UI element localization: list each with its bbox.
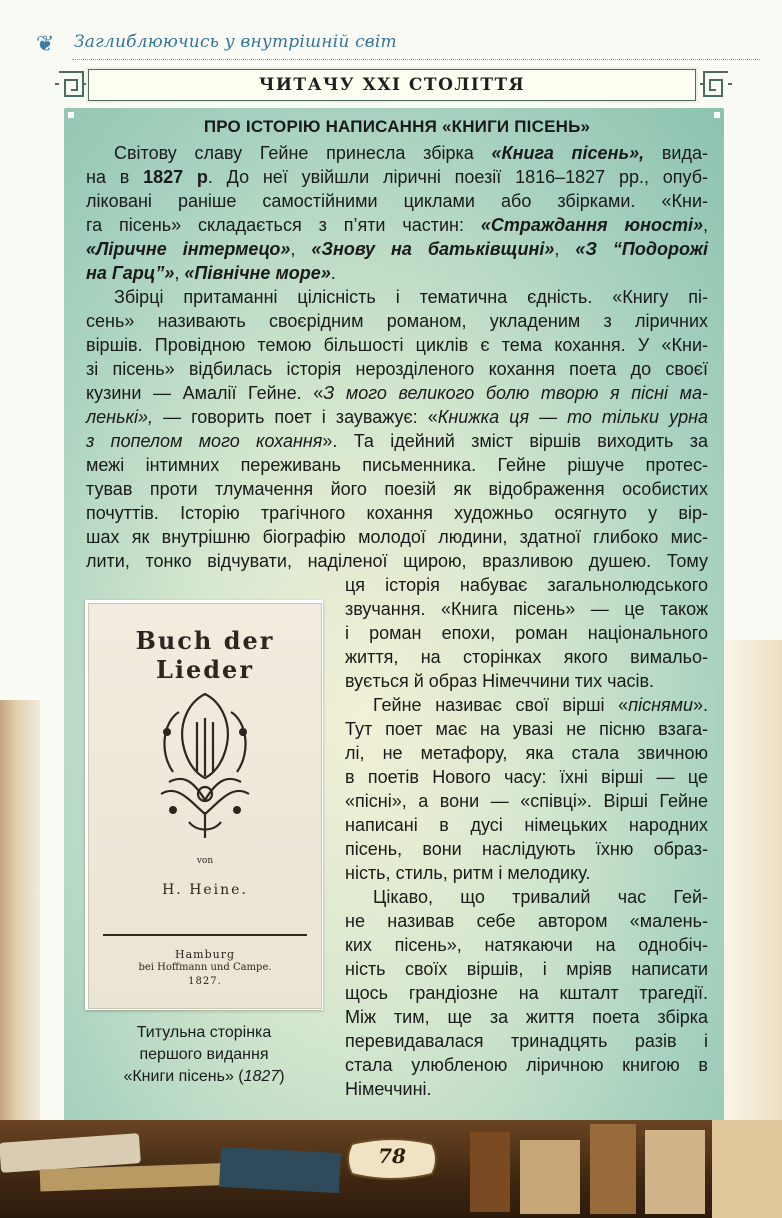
caption-line — [85, 1066, 323, 1088]
corner-dot — [68, 112, 74, 118]
lyre-ornament-icon — [149, 682, 261, 842]
book-image — [645, 1130, 705, 1214]
running-head — [30, 26, 760, 66]
text-run: — говорить поет і зауважує: « — [153, 407, 438, 427]
text-run: ». — [692, 695, 708, 715]
text-run: Німеччині. — [345, 1079, 432, 1099]
text-run: не називав себе автором «малень- — [345, 911, 708, 931]
text-run: З мого великого болю творю я пісні ма- — [323, 383, 708, 403]
text-run: ». Та ідейний зміст віршів виходить за — [322, 431, 708, 451]
text-run: ленькі», — [86, 407, 154, 427]
text-line — [86, 381, 708, 405]
title-page-year: 1827. — [188, 976, 222, 987]
title-page-publisher: bei Hoffmann und Campe. — [138, 962, 272, 973]
section-title-bar — [88, 69, 696, 101]
text-line — [86, 477, 708, 501]
text-run: «З “Подорожі — [575, 239, 708, 259]
text-line — [345, 693, 708, 717]
greek-key-ornament-icon — [700, 66, 732, 102]
text-line — [86, 285, 708, 309]
title-page-von: von — [196, 856, 214, 866]
text-line — [345, 957, 708, 981]
text-run: Цікаво, що тривалий час Гей- — [373, 887, 708, 907]
text-line — [345, 789, 708, 813]
text-line — [345, 861, 708, 885]
text-run: лити, тонко відчувати, наділеної щирою, вразливою душею. Тому — [86, 551, 708, 571]
greek-key-ornament-icon — [55, 66, 87, 102]
text-run: стала улюбленою ліричною книгою в — [345, 1055, 708, 1075]
text-run: Між тим, ще за життя поета збірка — [345, 1007, 708, 1027]
text-run: ність, стиль, ритм і мелодику. — [345, 863, 591, 883]
text-line — [86, 213, 708, 237]
page-number: 78 — [378, 1144, 406, 1168]
caption-text: ) — [279, 1068, 285, 1085]
caption-text: «Книги пісень» ( — [123, 1068, 244, 1085]
text-run: вується й образ Німеччини тих часів. — [345, 671, 655, 691]
text-run: «Книга пісень», — [491, 143, 645, 163]
book-title-page-photo — [85, 600, 323, 1010]
text-run: , — [554, 239, 576, 259]
text-line — [345, 909, 708, 933]
title-page-city: Hamburg — [174, 948, 235, 961]
text-run: шах як внутрішню біографію молодої людини, здатної глибоко мис- — [86, 527, 708, 547]
text-run: щось грандіозне на кшталт трагедії. — [345, 983, 708, 1003]
title-page-author: H. Heine. — [162, 882, 248, 898]
text-run: звучання. «Книга пісень» — це також — [345, 599, 708, 619]
text-run: перевидавалася тринадцять разів і — [345, 1031, 708, 1051]
text-line — [345, 1029, 708, 1053]
text-line — [345, 1053, 708, 1077]
text-line — [345, 717, 708, 741]
text-run: . До неї увійшли ліричні поезії 1816–1827 рр., опуб- — [207, 167, 709, 187]
text-run: почуттів. Історію трагічного кохання художньо осягнуто у вір- — [86, 503, 708, 523]
text-run: зі пісень» відбилась історія нерозділеного кохання поета до своєї — [86, 359, 708, 379]
background-statue-image — [0, 700, 40, 1120]
fleuron-icon: ❦ — [36, 32, 55, 57]
text-line — [345, 981, 708, 1005]
text-run: на в — [86, 167, 144, 187]
article-body-full-width — [86, 141, 708, 573]
text-run: «Ліричне інтермецо» — [86, 239, 291, 259]
text-line — [345, 765, 708, 789]
title-page-image — [88, 603, 322, 1009]
text-run: , — [174, 263, 185, 283]
text-run: , — [290, 239, 312, 259]
text-line — [86, 189, 708, 213]
text-line — [86, 237, 708, 261]
text-run: віршів. Провідною темою більшості циклів є тема кохання. У «Кни- — [86, 335, 708, 355]
text-line — [86, 165, 708, 189]
text-run: пісень, вони наслідують їхню образ- — [345, 839, 708, 859]
book-image — [520, 1140, 580, 1214]
article-heading-block — [86, 115, 708, 139]
text-run: ність своїх віршів, і мріяв написати — [345, 959, 708, 979]
text-line — [86, 261, 708, 285]
text-run: 1827 р — [143, 167, 208, 187]
text-run: Збірці притаманні цілісність і тематична єдність. «Книгу пі- — [114, 287, 708, 307]
text-line — [345, 1077, 708, 1101]
figure-caption — [85, 1022, 323, 1088]
caption-line: першого видання — [139, 1046, 269, 1063]
text-run: вида- — [644, 143, 708, 163]
text-run: в поетів Нового часу: їхні вірші — це — [345, 767, 708, 787]
text-line — [86, 405, 708, 429]
text-run: «пісні», а вони — «співці». Вірші Гейне — [345, 791, 708, 811]
text-line — [86, 453, 708, 477]
text-run: «Страждання юності» — [480, 215, 703, 235]
corner-dot — [714, 112, 720, 118]
text-run: написані в дусі німецьких народних — [345, 815, 708, 835]
background-light-image — [724, 640, 782, 1120]
book-image — [590, 1124, 636, 1214]
book-image — [219, 1147, 341, 1193]
text-run: лі, не метафору, яка стала звичною — [345, 743, 708, 763]
text-run: на Гарц”» — [86, 263, 175, 283]
text-run: ліковані раніше самостійними циклами або збірками. «Кни- — [86, 191, 708, 211]
text-line — [86, 333, 708, 357]
running-head-rule — [72, 59, 760, 60]
running-head-title: Заглиблюючись у внутрішній світ — [74, 32, 397, 52]
text-line — [86, 501, 708, 525]
text-run: «Знову на батьківщині» — [311, 239, 555, 259]
text-line — [345, 597, 708, 621]
article-body-column — [345, 573, 708, 1101]
text-line — [86, 309, 708, 333]
title-page-title: Buch der Lieder — [135, 626, 275, 684]
text-line — [345, 741, 708, 765]
text-line — [345, 837, 708, 861]
caption-line: Титульна сторінка — [136, 1024, 272, 1041]
title-page-rule — [103, 934, 307, 936]
text-run: кузини — Амалії Гейне. « — [86, 383, 324, 403]
text-run: Світову славу Гейне принесла збірка — [114, 143, 492, 163]
text-run: , — [703, 215, 709, 235]
book-image — [470, 1132, 510, 1212]
text-line — [345, 621, 708, 645]
text-run: «Північне море» — [184, 263, 331, 283]
text-run: і роман епохи, роман національного — [345, 623, 708, 643]
section-title: ЧИТАЧУ ХХІ СТОЛІТТЯ — [258, 75, 526, 95]
text-run: . — [330, 263, 336, 283]
text-line — [86, 429, 708, 453]
text-line — [345, 933, 708, 957]
text-run: Тут поет має на увазі не пісню взага- — [345, 719, 708, 739]
text-line — [345, 1005, 708, 1029]
text-run: межі інтимних переживань письменника. Гейне рішуче протес- — [86, 455, 708, 475]
text-line — [86, 141, 708, 165]
text-line — [345, 645, 708, 669]
text-line — [86, 525, 708, 549]
text-run: з попелом мого кохання — [86, 431, 323, 451]
text-line — [345, 573, 708, 597]
text-line — [86, 357, 708, 381]
text-run: сень» називають своєрідним романом, укладеним з ліричних — [86, 311, 708, 331]
text-line — [86, 549, 708, 573]
book-image — [712, 1120, 782, 1218]
text-run: ця історія набуває загальнолюдського — [345, 575, 708, 595]
text-line — [345, 669, 708, 693]
text-line — [345, 813, 708, 837]
text-run: Гейне називає свої вірші « — [373, 695, 629, 715]
caption-year: 1827 — [243, 1068, 280, 1085]
text-run: ких пісень», натякаючи на однобіч- — [345, 935, 708, 955]
text-run: га пісень» складається з п’яти частин: — [86, 215, 481, 235]
text-run: піснями — [628, 695, 693, 715]
text-run: життя, на сторінках якого вимальо- — [345, 647, 708, 667]
article-heading: ПРО ІСТОРІЮ НАПИСАННЯ «КНИГИ ПІСЕНЬ» — [203, 117, 591, 136]
text-run: Книжка ця — то тільки урна — [437, 407, 709, 427]
text-line — [345, 885, 708, 909]
text-run: тував проти тлумачення його поезій як відображення особистих — [86, 479, 708, 499]
